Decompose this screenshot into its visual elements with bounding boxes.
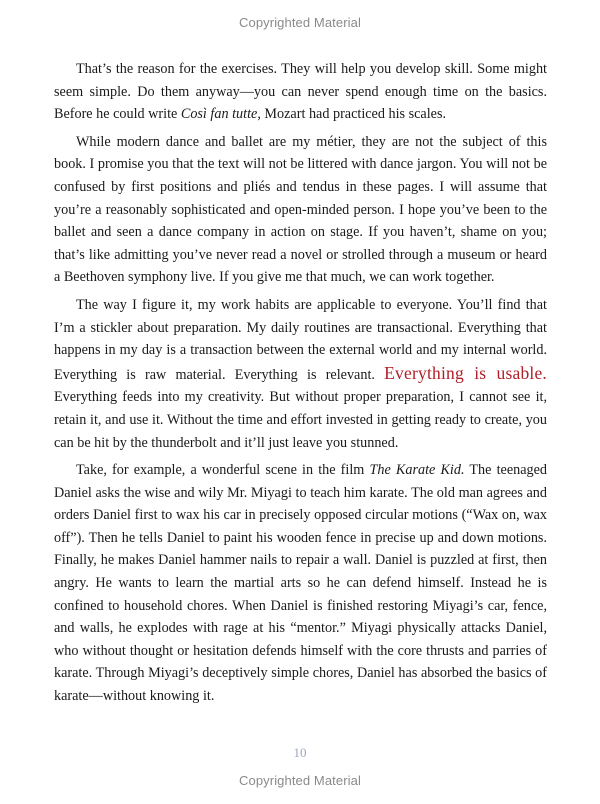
italic-title-cosi-fan-tutte: Così fan tutte, — [180, 106, 261, 123]
paragraph-preparation — [54, 294, 547, 454]
paragraph-text: The teenaged Daniel asks the wise and wily Mr. Miyagi to teach him karate. The old man agrees and orders Daniel first to wax his car in precisely opposed circular motions (“Wax on, wax off”). Then he tells Daniel to paint his wooden fence in precise up and down motions. Finally, he makes Daniel hammer nails to repair a wall. Daniel is puzzled at first, then angry. He wants to learn the martial arts so he can defend himself. Instead he is confined to household chores. When Daniel is finished restoring Miyagi’s car, fence, and walls, he explodes with rage at his “mentor.” Miyagi physically attacks Daniel, who without thought or hesitation defends himself with the core thrusts and parries of karate. Through Miyagi’s deceptively simple chores, Daniel has absorbed the basics of karate—without knowing it. — [54, 462, 547, 705]
paragraph-text: Take, for example, a wonderful scene in the film — [76, 462, 370, 479]
italic-title-karate-kid: The Karate Kid. — [369, 462, 465, 479]
copyright-watermark-bottom: Copyrighted Material — [239, 773, 361, 788]
paragraph-text: Everything feeds into my creativity. But without proper preparation, I cannot see it, retain it, and use it. Without the time and effort invested in getting ready to create, you can be hit by the thunderbolt and it’ll just leave you stunned. — [54, 389, 547, 451]
paragraph-karate-kid — [54, 459, 547, 708]
paragraph-text: That’s the reason for the exercises. They will help you develop skill. Some might seem simple. Do them anyway—you can never spend enough time on the basics. Before he could write — [54, 61, 547, 123]
page-body — [54, 58, 547, 713]
paragraph-text: Mozart had practiced his scales. — [260, 106, 447, 123]
page-number: 10 — [293, 745, 307, 760]
paragraph-exercises — [54, 58, 547, 126]
paragraph-text: The way I figure it, my work habits are applicable to everyone. You’ll find that I’m a stickler about preparation. My daily routines are transactional. Everything that happens in my day is a transaction between the external world and my internal world. Everything is raw material. Everything is relevant. — [54, 296, 547, 383]
copyright-watermark-top: Copyrighted Material — [239, 15, 361, 30]
highlighted-phrase: Everything is usable. — [384, 362, 548, 383]
paragraph-metier: While modern dance and ballet are my métier, they are not the subject of this book. I promise you that the text will not be littered with dance jargon. You will not be confused by first positions and pliés and tendus in these pages. I will assume that you’re a reasonably sophisticated and open-minded person. I hope you’ve been to the ballet and seen a dance company in action on stage. If you haven’t, shame on you; that’s like admitting you’ve never read a novel or strolled through a museum or heard a Beethoven symphony live. If you give me that much, we can work together. — [54, 133, 547, 286]
